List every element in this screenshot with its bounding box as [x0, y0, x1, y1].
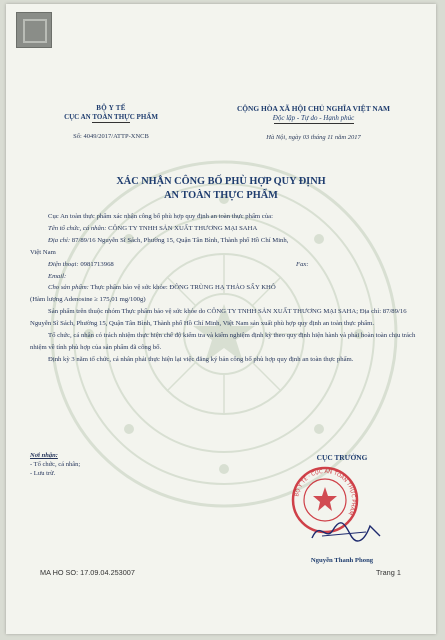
national-header	[196, 104, 431, 141]
document-number: Số: 4049/2017/ATTP-XNCB	[73, 133, 149, 140]
paragraph-responsibility: Tổ chức, cá nhân có trách nhiệm thực hiện chế độ kiểm tra và kiểm nghiệm định kỳ theo quy định hiện hành và phải hoàn toàn chịu trách nhiệm về tính phù hợp của sản phẩm đã công bố.	[30, 332, 416, 351]
page-number: Trang 1	[376, 568, 401, 577]
phone-label: Điện thoại:	[48, 260, 79, 268]
document-title	[26, 175, 416, 203]
product-line	[30, 282, 416, 294]
recipients-heading: Nơi nhận:	[30, 452, 58, 459]
title-line-2: AN TOÀN THỰC PHẨM	[164, 190, 278, 201]
header-divider	[92, 122, 130, 123]
phone-field	[30, 259, 278, 271]
signer-title: CỤC TRƯỞNG	[316, 453, 368, 462]
country-name: CỘNG HÒA XÃ HỘI CHỦ NGHĨA VIỆT NAM	[236, 104, 391, 113]
recipient-item: - Tổ chức, cá nhân;	[30, 461, 81, 468]
title-line-1: XÁC NHẬN CÔNG BỐ PHÙ HỢP QUY ĐỊNH	[116, 176, 326, 187]
address-value: 87/89/16 Nguyễn Sĩ Sách, Phường 15, Quận Tân Bình, Thành phố Hồ Chí Minh,	[71, 236, 289, 244]
dossier-code: MA HO SO: 17.09.04.253007	[40, 568, 135, 577]
ministry-name: BỘ Y TẾ	[96, 104, 126, 112]
product-label: Cho sản phẩm:	[48, 284, 89, 292]
paragraph-production: Sản phẩm trên thuộc nhóm Thực phẩm bảo vệ sức khỏe do CÔNG TY TNHH SẢN XUẤT THƯƠNG MẠI SAHA; Địa chỉ: 87/89/16 Nguyễn Sĩ Sách, Phường 15, Quận Tân Bình, Thành phố Hồ Chí Minh, Việt Nam sản xuất phù hợp quy định an toàn thực phẩm.	[30, 308, 407, 328]
signer-name: Nguyễn Thanh Phong	[310, 557, 374, 564]
fax-label: Fax:	[296, 260, 309, 268]
contact-line	[30, 259, 416, 271]
product-value: Thực phẩm bảo vệ sức khỏe: ĐÔNG TRÙNG HẠ THẢO SẤY KHÔ	[90, 284, 276, 292]
address-label: Địa chỉ:	[48, 236, 71, 244]
phone-value: 0981713968	[80, 260, 114, 268]
national-motto: Độc lập - Tự do - Hạnh phúc	[272, 114, 355, 122]
intro-text: Cục An toàn thực phẩm xác nhận công bố phù hợp quy định an toàn thực phẩm của:	[48, 213, 273, 220]
recipients-block	[30, 451, 80, 478]
seal-text: BỘ Y TẾ · CỤC AN TOÀN THỰC PHẨM	[294, 468, 357, 516]
issuing-agency-header	[46, 104, 176, 140]
organization-line	[30, 223, 416, 235]
organization-label: Tên tổ chức, cá nhân:	[48, 224, 107, 232]
recipient-item: - Lưu trữ.	[30, 470, 56, 477]
motto-divider	[274, 123, 354, 124]
email-label: Email:	[48, 272, 67, 280]
address-line	[30, 235, 416, 247]
address-continuation: Việt Nam	[30, 248, 56, 256]
certificate-page	[6, 4, 436, 634]
issue-date: Hà Nội, ngày 03 tháng 11 năm 2017	[266, 134, 361, 141]
organization-value: CÔNG TY TNHH SẢN XUẤT THƯƠNG MẠI SAHA	[108, 224, 258, 232]
handwritten-signature-icon	[306, 516, 386, 546]
certificate-body	[30, 211, 416, 366]
agency-name: CỤC AN TOÀN THỰC PHẨM	[64, 113, 158, 121]
product-continuation: (Hàm lượng Adenosine ≥ 175,01 mg/100g)	[30, 296, 146, 304]
qr-code-icon	[16, 12, 52, 48]
paragraph-renewal: Định kỳ 3 năm tổ chức, cá nhân phải thực hiện lại việc đăng ký bản công bố phù hợp quy định an toàn thực phẩm.	[48, 355, 354, 363]
